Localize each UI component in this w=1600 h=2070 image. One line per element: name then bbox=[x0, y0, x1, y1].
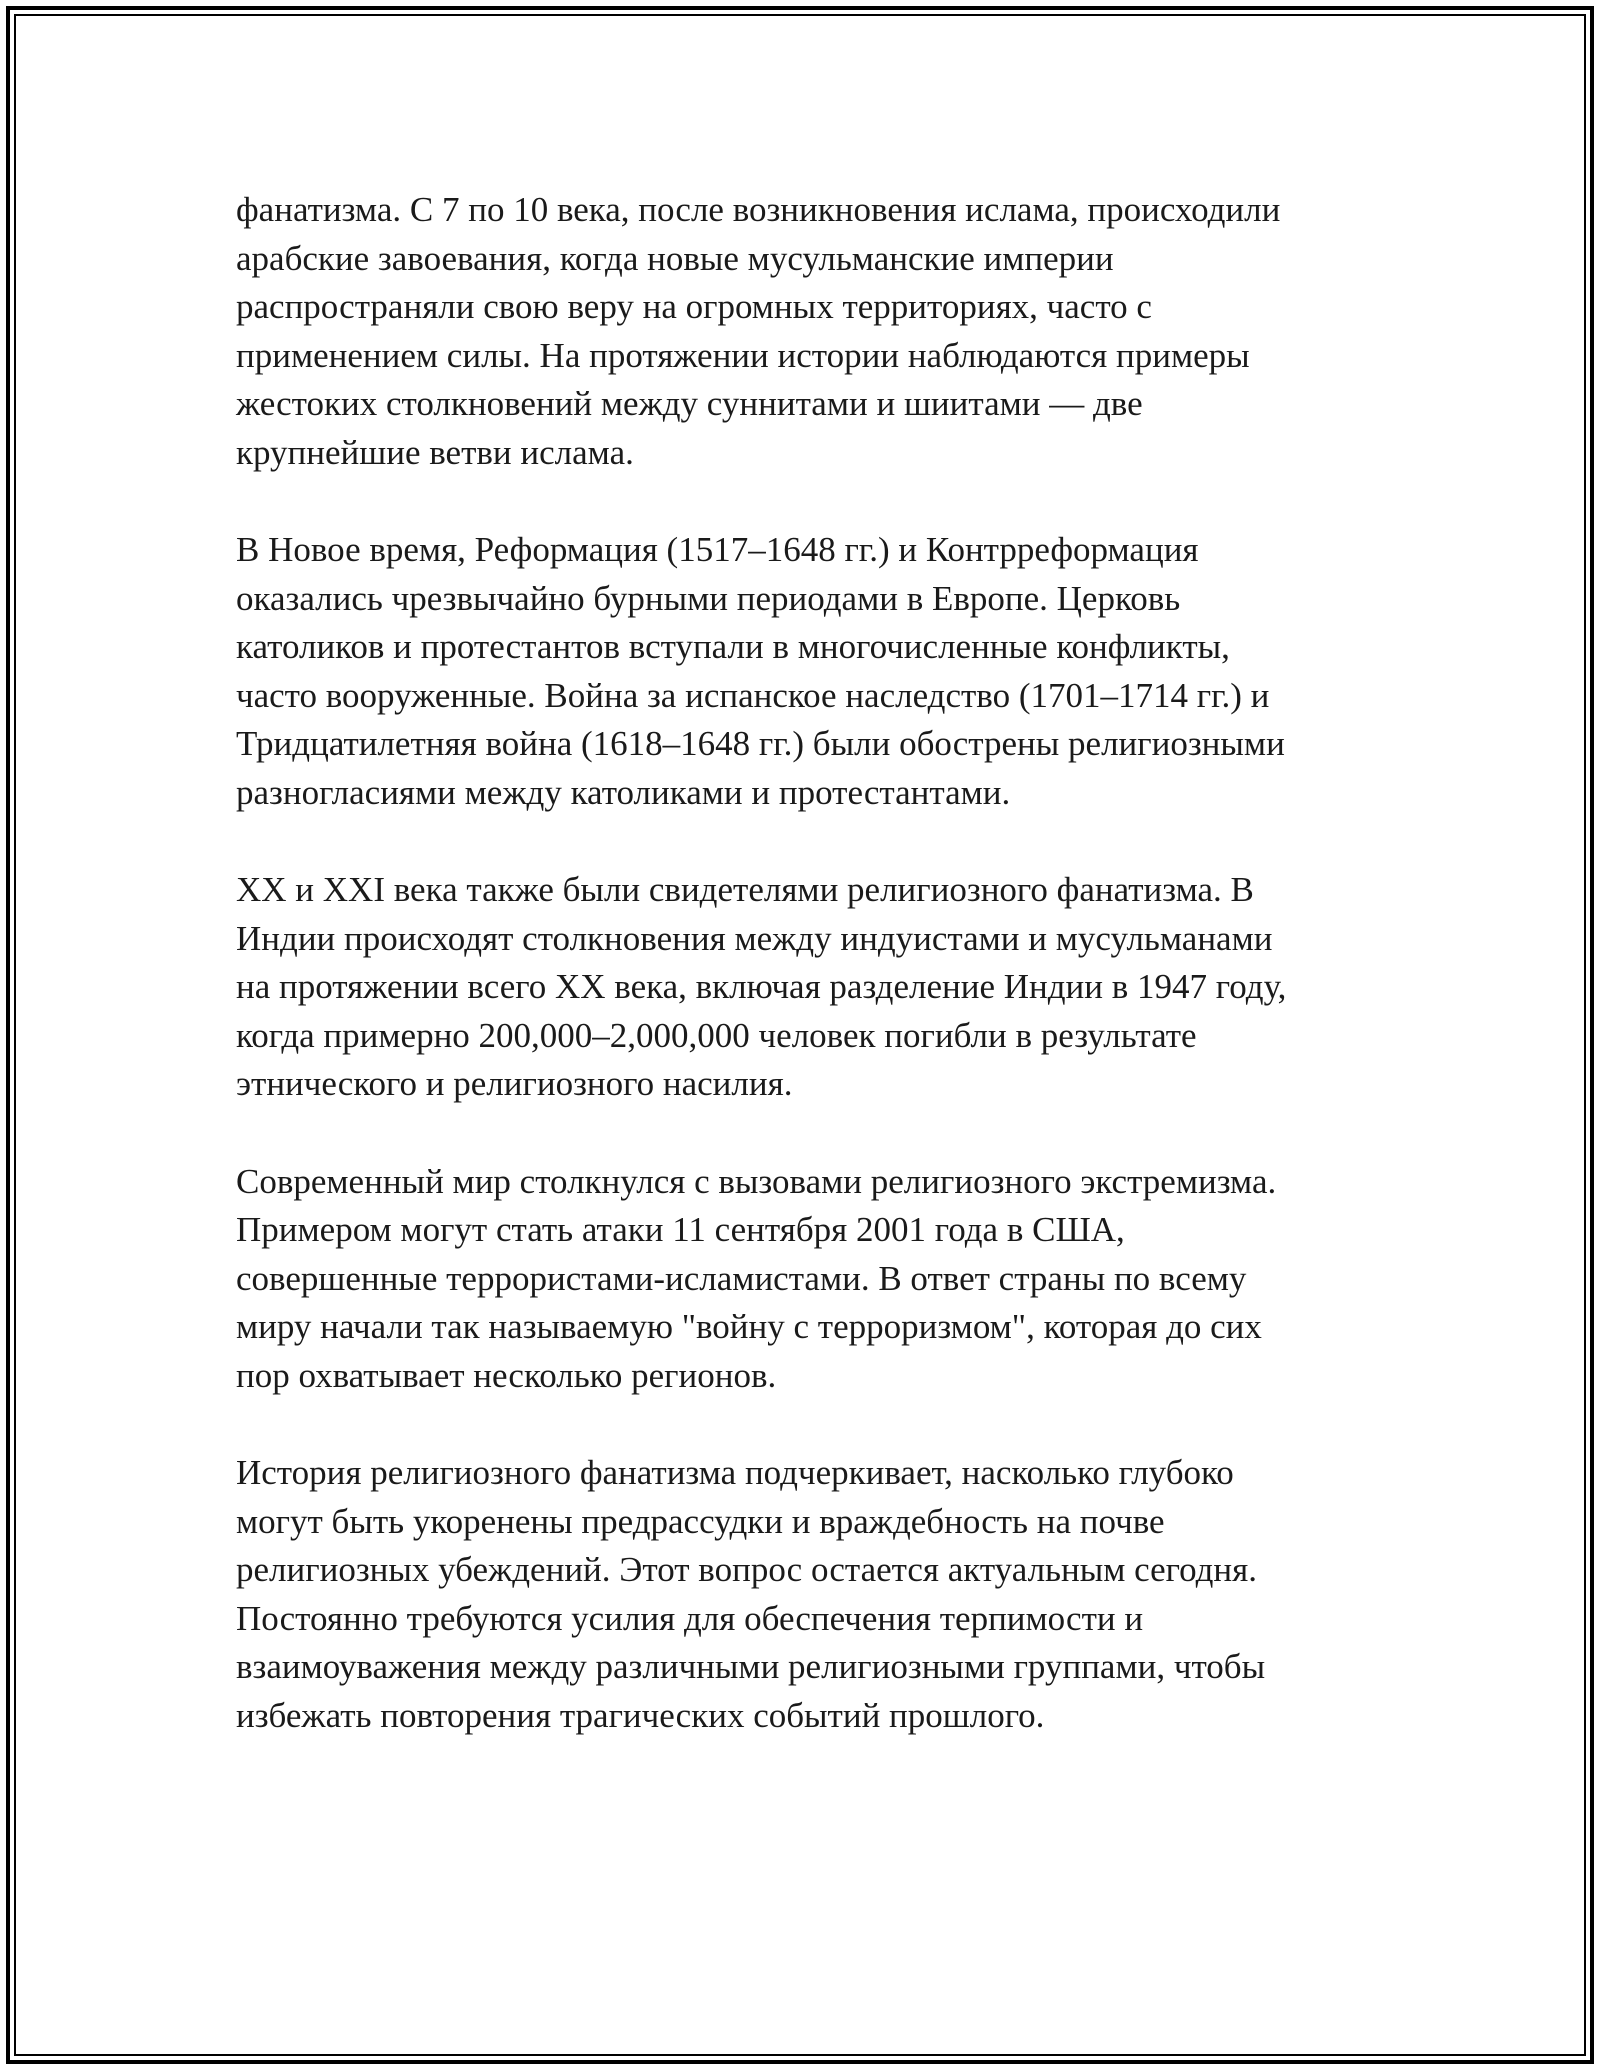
text-line: крупнейшие ветви ислама. bbox=[236, 432, 634, 472]
text-line: История религиозного фанатизма подчеркивает, насколько глубоко bbox=[236, 1453, 1234, 1492]
text-line: Примером могут стать атаки 11 сентября 2001 года в США, bbox=[236, 1210, 1125, 1249]
text-line: XX и XXI века также были свидетелями религиозного фанатизма. В bbox=[236, 870, 1254, 909]
text-line: жестоких столкновений между суннитами и шиитами — две bbox=[236, 384, 1143, 423]
text-line: распространяли свою веру на огромных территориях, часто с bbox=[236, 287, 1152, 326]
paragraph-3 bbox=[236, 866, 1366, 1109]
text-line: Постоянно требуются усилия для обеспечения терпимости и bbox=[236, 1598, 1144, 1638]
text-line: этнического и религиозного насилия. bbox=[236, 1064, 793, 1103]
text-line: взаимоуважения между различными религиозными группами, чтобы bbox=[236, 1647, 1266, 1686]
text-line: Тридцатилетняя война (1618–1648 гг.) были обострены религиозными bbox=[236, 724, 1285, 763]
paragraph-1 bbox=[236, 186, 1366, 477]
text-line: на протяжении всего XX века, включая разделение Индии в 1947 году, bbox=[236, 967, 1287, 1006]
text-line: пор охватывает несколько регионов. bbox=[236, 1355, 777, 1395]
text-line: фанатизма. С 7 по 10 века, после возникновения ислама, происходили bbox=[236, 190, 1281, 229]
document-body bbox=[236, 186, 1366, 1789]
text-line: когда примерно 200,000–2,000,000 человек погибли в результате bbox=[236, 1015, 1197, 1055]
paragraph-2 bbox=[236, 526, 1366, 817]
text-line: часто вооруженные. Война за испанское наследство (1701–1714 гг.) и bbox=[236, 675, 1270, 715]
text-line: могут быть укоренены предрассудки и враждебность на почве bbox=[236, 1501, 1165, 1541]
text-line: оказались чрезвычайно бурными периодами в Европе. Церковь bbox=[236, 578, 1181, 618]
text-line: миру начали так называемую "войну с терроризмом", которая до сих bbox=[236, 1307, 1262, 1346]
text-line: арабские завоевания, когда новые мусульманские империи bbox=[236, 238, 1114, 278]
text-line: совершенные террористами-исламистами. В ответ страны по всему bbox=[236, 1258, 1247, 1298]
text-line: избежать повторения трагических событий прошлого. bbox=[236, 1695, 1045, 1735]
text-line: Современный мир столкнулся с вызовами религиозного экстремизма. bbox=[236, 1161, 1277, 1201]
text-line: Индии происходят столкновения между индуистами и мусульманами bbox=[236, 918, 1273, 958]
text-line: разногласиями между католиками и протестантами. bbox=[236, 772, 1011, 812]
text-line: католиков и протестантов вступали в многочисленные конфликты, bbox=[236, 627, 1230, 666]
text-line: религиозных убеждений. Этот вопрос остается актуальным сегодня. bbox=[236, 1550, 1257, 1589]
text-line: применением силы. На протяжении истории наблюдаются примеры bbox=[236, 335, 1250, 375]
paragraph-5 bbox=[236, 1449, 1366, 1740]
text-line: В Новое время, Реформация (1517–1648 гг.) и Контрреформация bbox=[236, 530, 1199, 569]
paragraph-4 bbox=[236, 1158, 1366, 1401]
